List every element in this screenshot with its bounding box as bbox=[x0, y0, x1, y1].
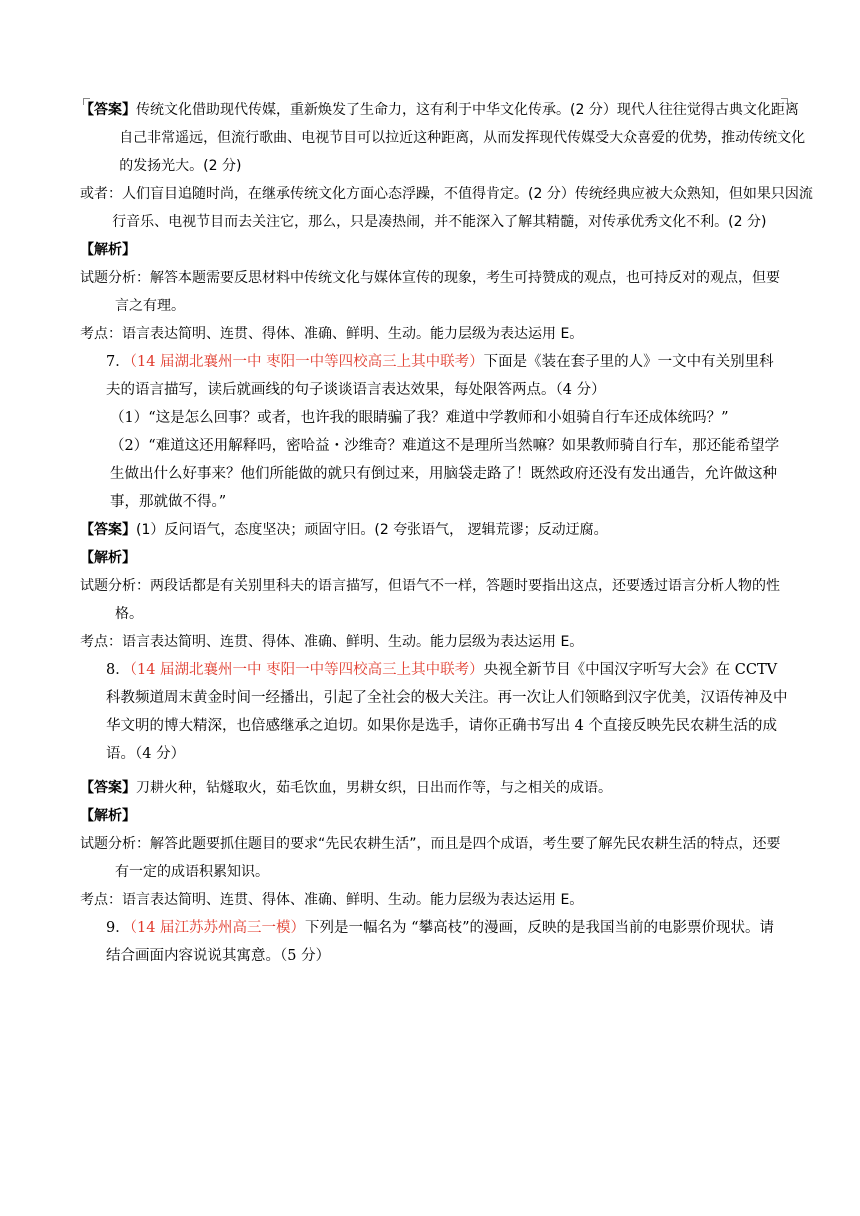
q6-alternative-answer: 或者：人们盲目追随时尚，在继承传统文化方面心态浮躁，不值得肯定。(2 分）传统经典应被大众熟知，但如果只因流行音乐、电视节目而去关注它，那么，只是凑热闹，并不能深入了解其精髓，对传承优秀文化不利。(2 分) bbox=[80, 186, 813, 230]
answer-text: 刀耕火种，钻燧取火，茹毛饮血，男耕女织，日出而作等，与之相关的成语。 bbox=[136, 780, 612, 796]
q6-analysis: 试题分析：解答本题需要反思材料中传统文化与媒体宣传的现象，考生可持赞成的观点，也可持反对的观点，但要言之有理。 bbox=[80, 270, 780, 314]
q8-analysis: 试题分析：解答此题要抓住题目的要求“先民农耕生活”，而且是四个成语，考生要了解先民农耕生活的特点，还要有一定的成语积累知识。 bbox=[80, 836, 781, 880]
q7-point: 考点：语言表达简明、连贯、得体、准确、鲜明、生动。能力层级为表达运用 E。 bbox=[80, 634, 584, 650]
analysis-tag: 【解析】 bbox=[80, 808, 136, 824]
question-number: 9． bbox=[106, 920, 130, 936]
question-source: （14 届湖北襄州一中 枣阳一中等四校高三上其中联考） bbox=[129, 354, 484, 370]
question-8 bbox=[80, 656, 788, 768]
q6-point: 考点：语言表达简明、连贯、得体、准确、鲜明、生动。能力层级为表达运用 E。 bbox=[80, 326, 584, 342]
question-7 bbox=[80, 348, 788, 404]
q8-answer bbox=[80, 774, 788, 802]
question-9 bbox=[80, 914, 788, 970]
answer-tag: 【答案】 bbox=[80, 522, 136, 538]
question-source: （14 届江苏苏州高三一模） bbox=[129, 920, 306, 936]
question-stem: 下面是《装在套子里的人》一文中有关别里科夫的语言描写，读后就画线的句子谈谈语言表达效果，每处限答两点。（4 分） bbox=[106, 354, 774, 398]
q7-answer bbox=[80, 516, 788, 544]
question-number: 8． bbox=[106, 662, 130, 678]
question-stem: 下列是一幅名为 “攀高枝”的漫画，反映的是我国当前的电影票价现状。请结合画面内容说说其寓意。（5 分） bbox=[106, 920, 774, 964]
answer-text: (1）反问语气，态度坚决；顽固守旧。(2 夸张语气， 逻辑荒谬；反动迂腐。 bbox=[136, 522, 608, 538]
q6-answer bbox=[80, 96, 809, 180]
question-number: 7． bbox=[106, 354, 130, 370]
q7-analysis: 试题分析：两段话都是有关别里科夫的语言描写，但语气不一样，答题时要指出这点，还要透过语言分析人物的性格。 bbox=[80, 578, 780, 622]
answer-tag: 【答案】 bbox=[80, 102, 136, 118]
page-content bbox=[80, 96, 813, 970]
analysis-tag: 【解析】 bbox=[80, 550, 136, 566]
q7-sentence-2: （2）“难道这还用解释吗，密哈益・沙维奇？难道这不是理所当然嘛？如果教师骑自行车，那还能希望学生做出什么好事来？他们所能做的就只有倒过来，用脑袋走路了！既然政府还没有发出通告，允许做这种事，那就做不得。” bbox=[110, 438, 780, 510]
analysis-tag: 【解析】 bbox=[80, 242, 136, 258]
answer-tag: 【答案】 bbox=[80, 780, 136, 796]
question-source: （14 届湖北襄州一中 枣阳一中等四校高三上其中联考） bbox=[129, 662, 484, 678]
question-stem: 央视全新节目《中国汉字听写大会》在 CCTV 科教频道周末黄金时间一经播出，引起了全社会的极大关注。再一次让人们领略到汉字优美，汉语传神及中华文明的博大精深，也倍感继承之迫切。如果你是选手，请你正确书写出 4 个直接反映先民农耕生活的成语。（4 分） bbox=[106, 662, 788, 762]
answer-text: 传统文化借助现代传媒，重新焕发了生命力，这有利于中华文化传承。(2 分）现代人往往觉得古典文化距离自己非常遥远，但流行歌曲、电视节目可以拉近这种距离，从而发挥现代传媒受大众喜爱的优势，推动传统文化的发扬光大。(2 分) bbox=[119, 102, 806, 174]
q8-point: 考点：语言表达简明、连贯、得体、准确、鲜明、生动。能力层级为表达运用 E。 bbox=[80, 892, 584, 908]
q7-sentence-1: （1）“这是怎么回事？或者，也许我的眼睛骗了我？难道中学教师和小姐骑自行车还成体统吗？” bbox=[110, 410, 729, 426]
